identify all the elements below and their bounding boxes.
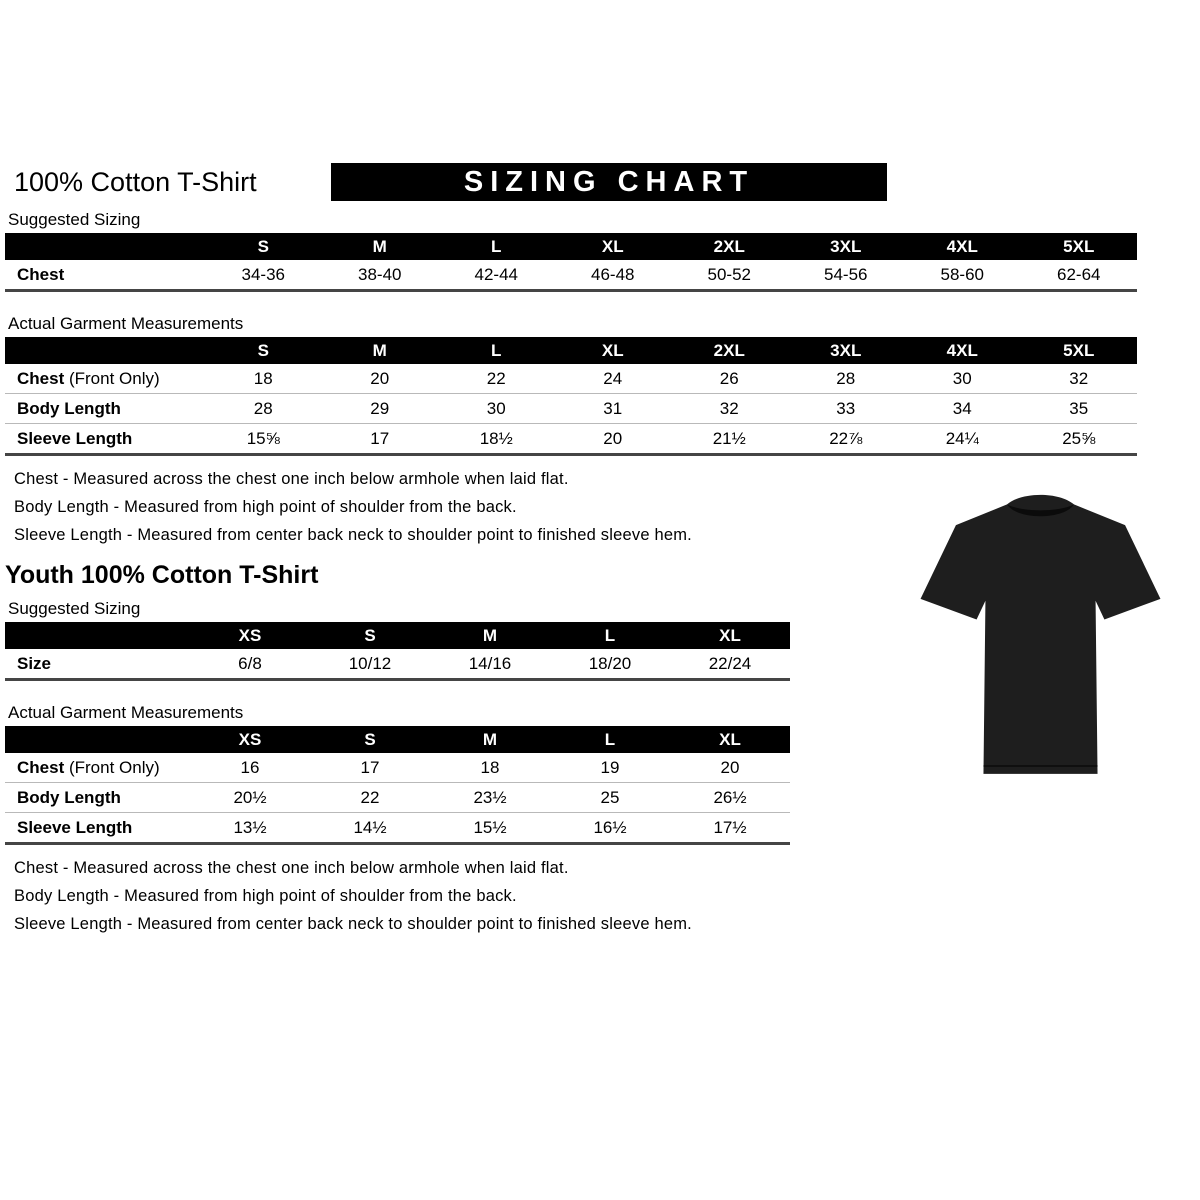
value-cell: 54-56 — [788, 260, 905, 291]
value-cell: 38-40 — [322, 260, 439, 291]
size-header: M — [322, 233, 439, 260]
value-cell: 24¼ — [904, 424, 1021, 455]
row-label: Chest — [5, 260, 205, 291]
size-header: 3XL — [788, 233, 905, 260]
size-header: L — [550, 726, 670, 753]
value-cell: 42-44 — [438, 260, 555, 291]
size-header: S — [310, 726, 430, 753]
value-cell: 14½ — [310, 813, 430, 844]
size-header: XL — [670, 726, 790, 753]
size-header: 4XL — [904, 337, 1021, 364]
value-cell: 13½ — [190, 813, 310, 844]
value-cell: 20 — [322, 364, 439, 394]
value-cell: 46-48 — [555, 260, 672, 291]
note-body-length: Body Length - Measured from high point of shoulder from the back. — [14, 887, 517, 905]
row-label: Chest (Front Only) — [5, 364, 205, 394]
table-header-row — [5, 337, 1137, 364]
empty-header-cell — [5, 622, 190, 649]
value-cell: 14/16 — [430, 649, 550, 680]
value-cell: 18½ — [438, 424, 555, 455]
adult-suggested-sizing-label: Suggested Sizing — [8, 210, 141, 229]
size-header: S — [205, 233, 322, 260]
size-header: 2XL — [671, 337, 788, 364]
size-header: XL — [555, 233, 672, 260]
value-cell: 31 — [555, 394, 672, 424]
value-cell: 17 — [310, 753, 430, 783]
value-cell: 18 — [205, 364, 322, 394]
value-cell: 26 — [671, 364, 788, 394]
size-header: L — [438, 233, 555, 260]
value-cell: 18/20 — [550, 649, 670, 680]
size-header: M — [322, 337, 439, 364]
value-cell: 6/8 — [190, 649, 310, 680]
sizing-chart-banner: SIZING CHART — [331, 163, 887, 201]
value-cell: 32 — [671, 394, 788, 424]
adult-actual-measurements-label: Actual Garment Measurements — [8, 314, 244, 333]
empty-header-cell — [5, 233, 205, 260]
size-header: M — [430, 622, 550, 649]
value-cell: 15⅝ — [205, 424, 322, 455]
size-header: XL — [555, 337, 672, 364]
value-cell: 20½ — [190, 783, 310, 813]
size-header: 5XL — [1021, 233, 1138, 260]
empty-header-cell — [5, 726, 190, 753]
adult-suggested-sizing-table — [5, 233, 1137, 292]
table-row — [5, 260, 1137, 291]
adult-title: 100% Cotton T-Shirt — [14, 166, 257, 197]
value-cell: 23½ — [430, 783, 550, 813]
note-chest: Chest - Measured across the chest one inch below armhole when laid flat. — [14, 470, 569, 488]
adult-actual-measurements-table — [5, 337, 1137, 456]
youth-actual-measurements-table — [5, 726, 790, 845]
youth-measurement-notes — [0, 859, 1200, 934]
value-cell: 32 — [1021, 364, 1138, 394]
table-header-row — [5, 726, 790, 753]
value-cell: 20 — [555, 424, 672, 455]
value-cell: 35 — [1021, 394, 1138, 424]
value-cell: 26½ — [670, 783, 790, 813]
size-header: XS — [190, 726, 310, 753]
youth-suggested-sizing-label: Suggested Sizing — [8, 599, 141, 618]
value-cell: 28 — [788, 364, 905, 394]
value-cell: 10/12 — [310, 649, 430, 680]
value-cell: 17½ — [670, 813, 790, 844]
value-cell: 25 — [550, 783, 670, 813]
value-cell: 22 — [310, 783, 430, 813]
table-row — [5, 424, 1137, 455]
value-cell: 58-60 — [904, 260, 1021, 291]
size-header: M — [430, 726, 550, 753]
row-label: Body Length — [5, 783, 190, 813]
value-cell: 15½ — [430, 813, 550, 844]
row-label: Sleeve Length — [5, 813, 190, 844]
value-cell: 24 — [555, 364, 672, 394]
row-label: Size — [5, 649, 190, 680]
size-header: 5XL — [1021, 337, 1138, 364]
table-row — [5, 364, 1137, 394]
value-cell: 25⅝ — [1021, 424, 1138, 455]
youth-title: Youth 100% Cotton T-Shirt — [5, 561, 319, 589]
table-row — [5, 753, 790, 783]
size-header: S — [310, 622, 430, 649]
value-cell: 20 — [670, 753, 790, 783]
empty-header-cell — [5, 337, 205, 364]
size-header: 3XL — [788, 337, 905, 364]
value-cell: 17 — [322, 424, 439, 455]
value-cell: 21½ — [671, 424, 788, 455]
table-row — [5, 649, 790, 680]
value-cell: 22 — [438, 364, 555, 394]
note-sleeve-length: Sleeve Length - Measured from center back neck to shoulder point to finished sleeve hem. — [14, 915, 692, 933]
row-label: Sleeve Length — [5, 424, 205, 455]
table-header-row — [5, 622, 790, 649]
note-body-length: Body Length - Measured from high point of shoulder from the back. — [14, 498, 517, 516]
table-row — [5, 813, 790, 844]
note-sleeve-length: Sleeve Length - Measured from center back neck to shoulder point to finished sleeve hem. — [14, 526, 692, 544]
value-cell: 18 — [430, 753, 550, 783]
value-cell: 28 — [205, 394, 322, 424]
size-header: 2XL — [671, 233, 788, 260]
size-header: L — [550, 622, 670, 649]
value-cell: 19 — [550, 753, 670, 783]
size-header: XL — [670, 622, 790, 649]
value-cell: 22/24 — [670, 649, 790, 680]
row-label: Body Length — [5, 394, 205, 424]
value-cell: 34-36 — [205, 260, 322, 291]
youth-actual-measurements-label: Actual Garment Measurements — [8, 703, 244, 722]
table-header-row — [5, 233, 1137, 260]
header-row — [0, 163, 1200, 201]
value-cell: 33 — [788, 394, 905, 424]
row-label: Chest (Front Only) — [5, 753, 190, 783]
tshirt-body — [921, 495, 1161, 774]
value-cell: 30 — [438, 394, 555, 424]
note-chest: Chest - Measured across the chest one inch below armhole when laid flat. — [14, 859, 569, 877]
size-header: 4XL — [904, 233, 1021, 260]
value-cell: 22⅞ — [788, 424, 905, 455]
table-row — [5, 394, 1137, 424]
size-header: L — [438, 337, 555, 364]
table-row — [5, 783, 790, 813]
value-cell: 29 — [322, 394, 439, 424]
value-cell: 16 — [190, 753, 310, 783]
size-header: XS — [190, 622, 310, 649]
value-cell: 30 — [904, 364, 1021, 394]
value-cell: 34 — [904, 394, 1021, 424]
value-cell: 50-52 — [671, 260, 788, 291]
size-header: S — [205, 337, 322, 364]
value-cell: 62-64 — [1021, 260, 1138, 291]
black-tshirt-image — [893, 478, 1188, 818]
youth-suggested-sizing-table — [5, 622, 790, 681]
value-cell: 16½ — [550, 813, 670, 844]
